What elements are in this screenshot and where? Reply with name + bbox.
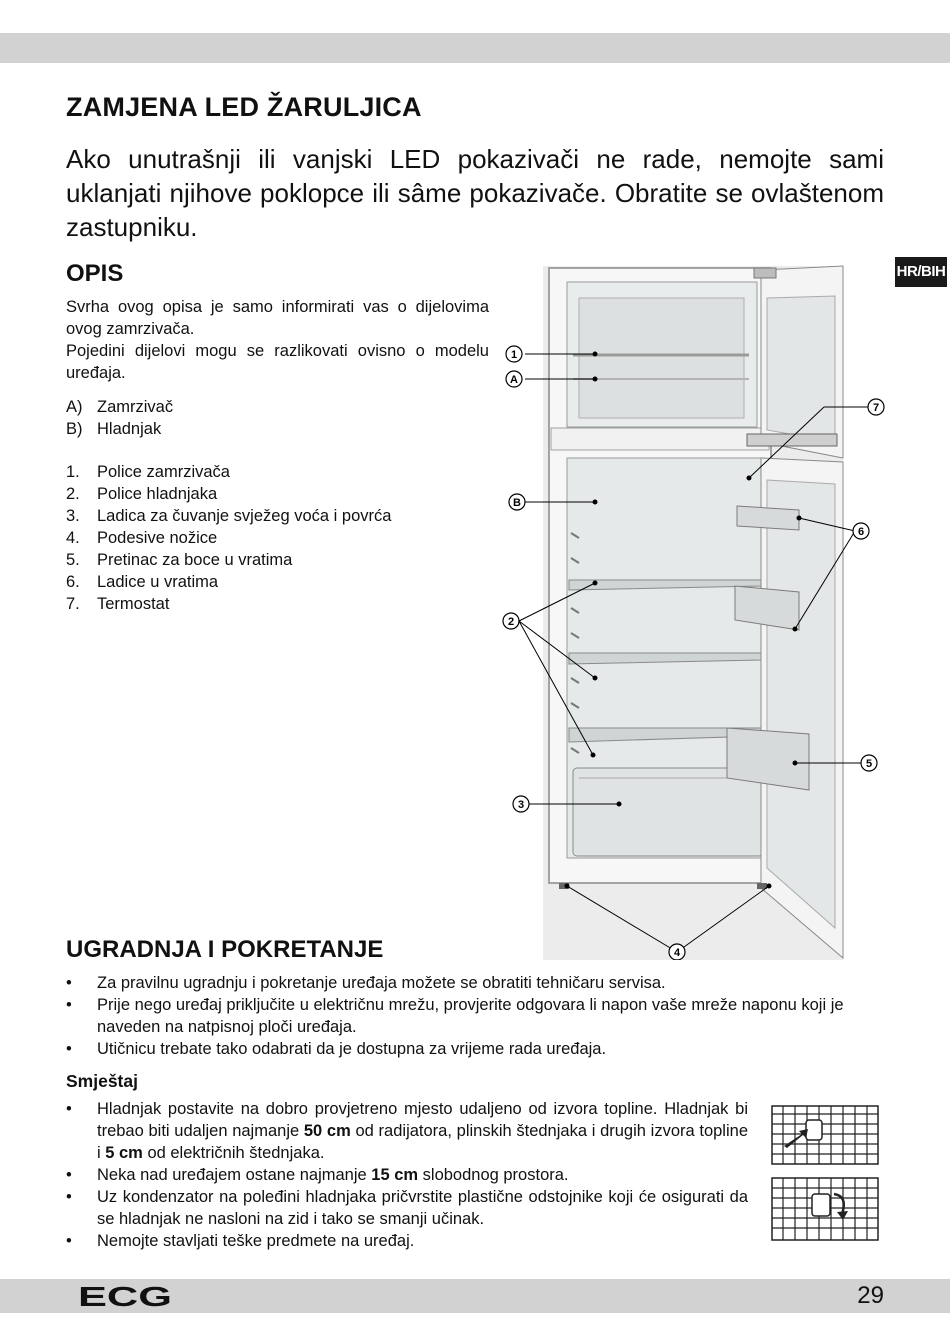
list-item: • Nemojte stavljati teške predmete na uređaj. bbox=[66, 1230, 748, 1252]
language-badge: HR/BIH bbox=[895, 257, 947, 287]
text-run: Neka nad uređajem ostane najmanje bbox=[97, 1166, 372, 1184]
brand-logo-text: ECG bbox=[78, 1283, 172, 1309]
description-paragraph-1: Svrha ovog opisa je samo informirati vas o dijelovima ovog zamrzivača. bbox=[66, 298, 489, 338]
callout-6: 6 bbox=[857, 526, 865, 538]
list-item: • Prije nego uređaj priključite u električnu mrežu, provjerite odgovara li napon vaše mreže naponu koji je naveden na natpisnoj ploči uređaja. bbox=[66, 994, 884, 1038]
fridge-illustration bbox=[499, 258, 891, 960]
list-label: Police zamrzivača bbox=[97, 463, 230, 481]
page-number: 29 bbox=[857, 1282, 884, 1309]
list-label: Hladnjak bbox=[97, 420, 162, 438]
placement-list bbox=[66, 1098, 748, 1252]
callout-4: 4 bbox=[673, 947, 681, 959]
list-item: • Uz kondenzator na poleđini hladnjaka pričvrstite plastične odstojnike koji će osigurati da se hladnjak ne nasloni na zid i tako se smanji učinak. bbox=[66, 1186, 748, 1230]
condenser-spacer-illustration-1 bbox=[768, 1102, 883, 1168]
heading-installation: UGRADNJA I POKRETANJE bbox=[66, 936, 384, 963]
list-label: Police hladnjaka bbox=[97, 485, 218, 503]
list-key: 5. bbox=[66, 551, 80, 569]
list-key: 2. bbox=[66, 485, 80, 503]
list-item bbox=[66, 483, 391, 505]
callout-A: A bbox=[510, 374, 518, 386]
installation-list bbox=[66, 972, 884, 1060]
condenser-spacer-illustration-2 bbox=[768, 1174, 883, 1246]
list-item bbox=[66, 527, 391, 549]
list-item bbox=[66, 593, 391, 615]
heading-led-replacement: ZAMJENA LED ŽARULJICA bbox=[66, 92, 422, 122]
ecg-logo bbox=[78, 1283, 174, 1309]
text-run: od električnih štednjaka. bbox=[142, 1144, 325, 1162]
list-label: Ladice u vratima bbox=[97, 573, 219, 591]
list-key: 1. bbox=[66, 463, 80, 481]
text-run-bold: 5 cm bbox=[105, 1144, 143, 1162]
list-key: 3. bbox=[66, 507, 80, 525]
list-item: • Utičnicu trebate tako odabrati da je dostupna za vrijeme rada uređaja. bbox=[66, 1038, 884, 1060]
intro-paragraph: Ako unutrašnji ili vanjski LED pokazivači ne rade, nemojte sami uklanjati njihove poklopce ili sâme pokazivače. Obratite se ovlaštenom zastupniku. bbox=[66, 144, 884, 242]
parts-list bbox=[66, 461, 391, 615]
list-item bbox=[66, 418, 173, 440]
list-item bbox=[66, 505, 391, 527]
text-run: slobodnog prostora. bbox=[418, 1166, 569, 1184]
list-item bbox=[66, 1098, 748, 1164]
text-run-bold: 50 cm bbox=[303, 1122, 351, 1140]
list-key: A) bbox=[66, 398, 83, 416]
list-label: Ladica za čuvanje svježeg voća i povrća bbox=[97, 507, 392, 525]
list-key: 7. bbox=[66, 595, 80, 613]
heading-placement: Smještaj bbox=[66, 1071, 138, 1091]
list-item: • Za pravilnu ugradnju i pokretanje uređaja možete se obratiti tehničaru servisa. bbox=[66, 972, 884, 994]
list-label: Podesive nožice bbox=[97, 529, 218, 547]
callout-2: 2 bbox=[507, 616, 515, 628]
list-key: 4. bbox=[66, 529, 80, 547]
list-item bbox=[66, 396, 173, 418]
callout-5: 5 bbox=[865, 758, 873, 770]
text-run-bold: 15 cm bbox=[371, 1166, 419, 1184]
callout-1: 1 bbox=[510, 349, 518, 361]
list-item bbox=[66, 549, 391, 571]
text-run: Hladnjak postavite na dobro provjetreno mjesto udaljeno od izvora topline. Hladnjak bi trebao biti udaljen najmanje bbox=[97, 1100, 748, 1140]
list-key: 6. bbox=[66, 573, 80, 591]
list-item bbox=[66, 1164, 748, 1186]
callout-7: 7 bbox=[872, 402, 880, 414]
list-key: B) bbox=[66, 420, 83, 438]
list-label: Zamrzivač bbox=[97, 398, 174, 416]
list-label: Termostat bbox=[97, 595, 170, 613]
callout-3: 3 bbox=[517, 799, 525, 811]
callout-B: B bbox=[513, 497, 521, 509]
description-paragraph-2: Pojedini dijelovi mogu se razlikovati ovisno o modelu uređaja. bbox=[66, 342, 489, 382]
list-item bbox=[66, 571, 391, 593]
list-item bbox=[66, 461, 391, 483]
heading-description: OPIS bbox=[66, 260, 124, 287]
header-bar bbox=[0, 33, 950, 63]
list-label: Pretinac za boce u vratima bbox=[97, 551, 293, 569]
sections-list bbox=[66, 396, 173, 440]
text-run: od radijatora, plinskih štednjaka i drugih izvora topline i bbox=[97, 1122, 748, 1162]
